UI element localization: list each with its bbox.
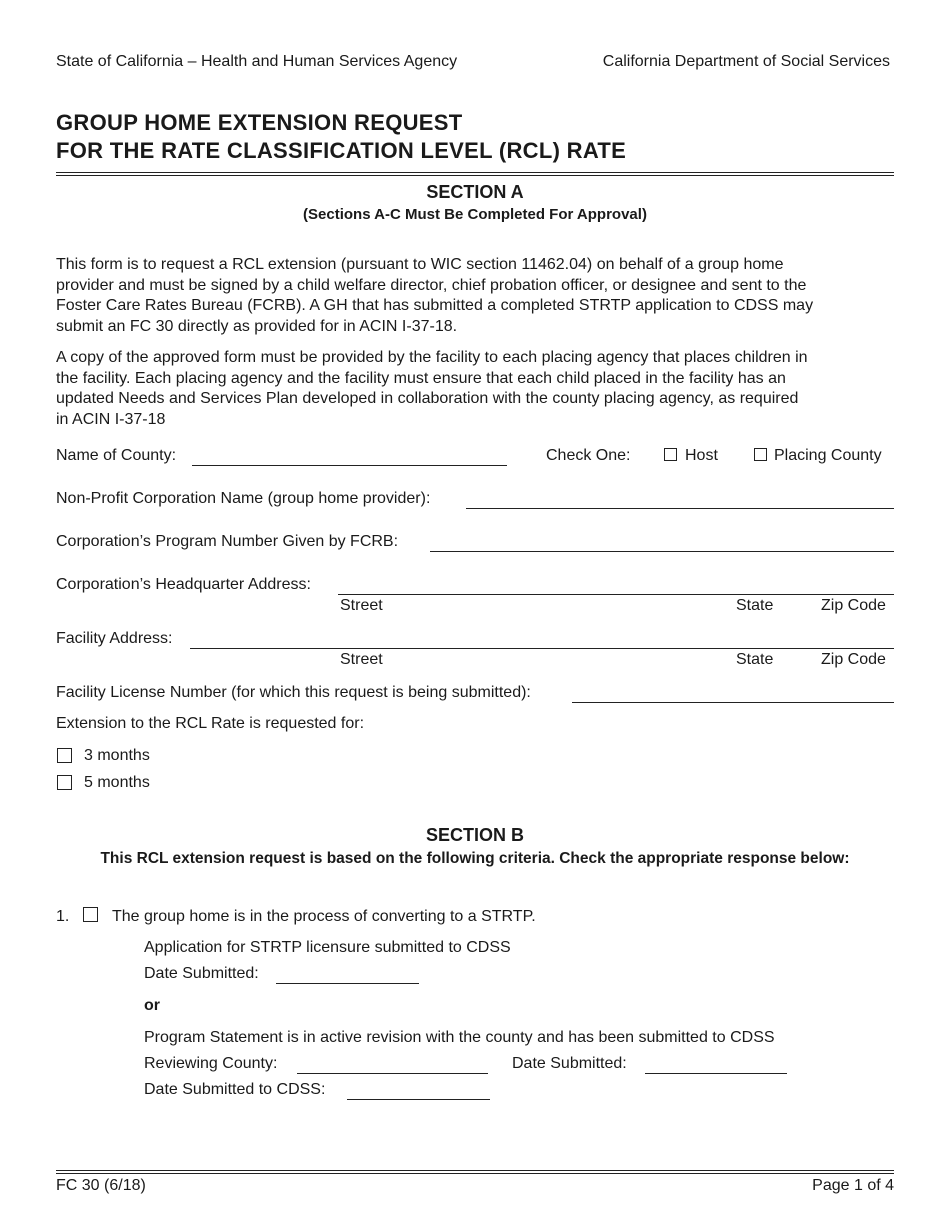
date-submitted-input-2[interactable] <box>645 1073 787 1074</box>
intro-paragraph-1: This form is to request a RCL extension (pursuant to WIC section 11462.04) on behalf of a group home provider and must be signed by a child welfare director, chief probation officer, or designee and sent to the Foster Care Rates Bureau (FCRB). A GH that has submitted a completed STRTP application to CDSS may submit an FC 30 directly as provided for in ACIN I-37-18. <box>56 256 814 335</box>
or-text: or <box>144 997 160 1014</box>
page-number: Page 1 of 4 <box>812 1177 894 1194</box>
extension-label: Extension to the RCL Rate is requested for: <box>56 715 365 732</box>
date-submitted-label: Date Submitted: <box>144 965 259 982</box>
hq-street-caption: Street <box>340 597 383 614</box>
agency-right: California Department of Social Services <box>602 53 890 70</box>
license-input[interactable] <box>572 702 894 703</box>
county-input[interactable] <box>192 465 507 466</box>
section-b-heading: SECTION B <box>425 825 524 845</box>
section-a-heading: SECTION A <box>426 182 524 202</box>
placing-county-checkbox[interactable] <box>754 448 767 461</box>
reviewing-county-input[interactable] <box>297 1073 488 1074</box>
agency-left: State of California – Health and Human Services Agency <box>56 53 458 70</box>
item-1-text: The group home is in the process of converting to a STRTP. <box>112 908 536 925</box>
intro-paragraph-2: A copy of the approved form must be provided by the facility to each placing agency that places children in the facility. Each placing agency and the facility must ensure that each child placed in the facility has an updated Needs and Services Plan developed in collaboration with the county placing agency, as required in ACIN I-37-18 <box>56 349 808 428</box>
hq-address-label: Corporation’s Headquarter Address: <box>56 576 311 593</box>
nonprofit-input[interactable] <box>466 508 894 509</box>
date-submitted-label-2: Date Submitted: <box>512 1055 627 1072</box>
placing-county-label: Placing County <box>774 447 882 464</box>
date-submitted-cdss-input[interactable] <box>347 1099 490 1100</box>
date-submitted-cdss-label: Date Submitted to CDSS: <box>144 1081 326 1098</box>
section-b-subheading: This RCL extension request is based on the following criteria. Check the appropriate response below: <box>100 850 850 867</box>
check-one-label: Check One: <box>546 447 631 464</box>
program-number-input[interactable] <box>430 551 894 552</box>
five-months-checkbox[interactable] <box>57 775 72 790</box>
app-submitted-text: Application for STRTP licensure submitted to CDSS <box>144 939 511 956</box>
footer-rule-bottom <box>56 1173 894 1174</box>
hq-state-caption: State <box>736 597 774 614</box>
license-label: Facility License Number (for which this request is being submitted): <box>56 684 531 701</box>
title-rule-top <box>56 172 894 173</box>
program-number-label: Corporation’s Program Number Given by FCRB: <box>56 533 399 550</box>
facility-zip-caption: Zip Code <box>821 651 886 668</box>
facility-address-input[interactable] <box>190 648 894 649</box>
county-label: Name of County: <box>56 447 177 464</box>
reviewing-county-label: Reviewing County: <box>144 1055 278 1072</box>
title-rule-bottom <box>56 175 894 176</box>
host-checkbox[interactable] <box>664 448 677 461</box>
host-label: Host <box>685 447 718 464</box>
facility-address-label: Facility Address: <box>56 630 173 647</box>
five-months-label: 5 months <box>84 774 150 791</box>
three-months-checkbox[interactable] <box>57 748 72 763</box>
date-submitted-input[interactable] <box>276 983 419 984</box>
nonprofit-label: Non-Profit Corporation Name (group home provider): <box>56 490 431 507</box>
item-1-checkbox[interactable] <box>83 907 98 922</box>
footer-rule-top <box>56 1170 894 1171</box>
form-title-line1: GROUP HOME EXTENSION REQUEST <box>56 110 463 135</box>
program-statement-text: Program Statement is in active revision with the county and has been submitted to CDSS <box>144 1029 775 1046</box>
three-months-label: 3 months <box>84 747 150 764</box>
item-1-number: 1. <box>56 908 70 925</box>
facility-street-caption: Street <box>340 651 383 668</box>
hq-zip-caption: Zip Code <box>821 597 886 614</box>
facility-state-caption: State <box>736 651 774 668</box>
form-title-line2: FOR THE RATE CLASSIFICATION LEVEL (RCL) RATE <box>56 138 627 163</box>
form-number: FC 30 (6/18) <box>56 1177 146 1194</box>
hq-address-input[interactable] <box>338 594 894 595</box>
section-a-subheading: (Sections A-C Must Be Completed For Approval) <box>303 206 647 223</box>
